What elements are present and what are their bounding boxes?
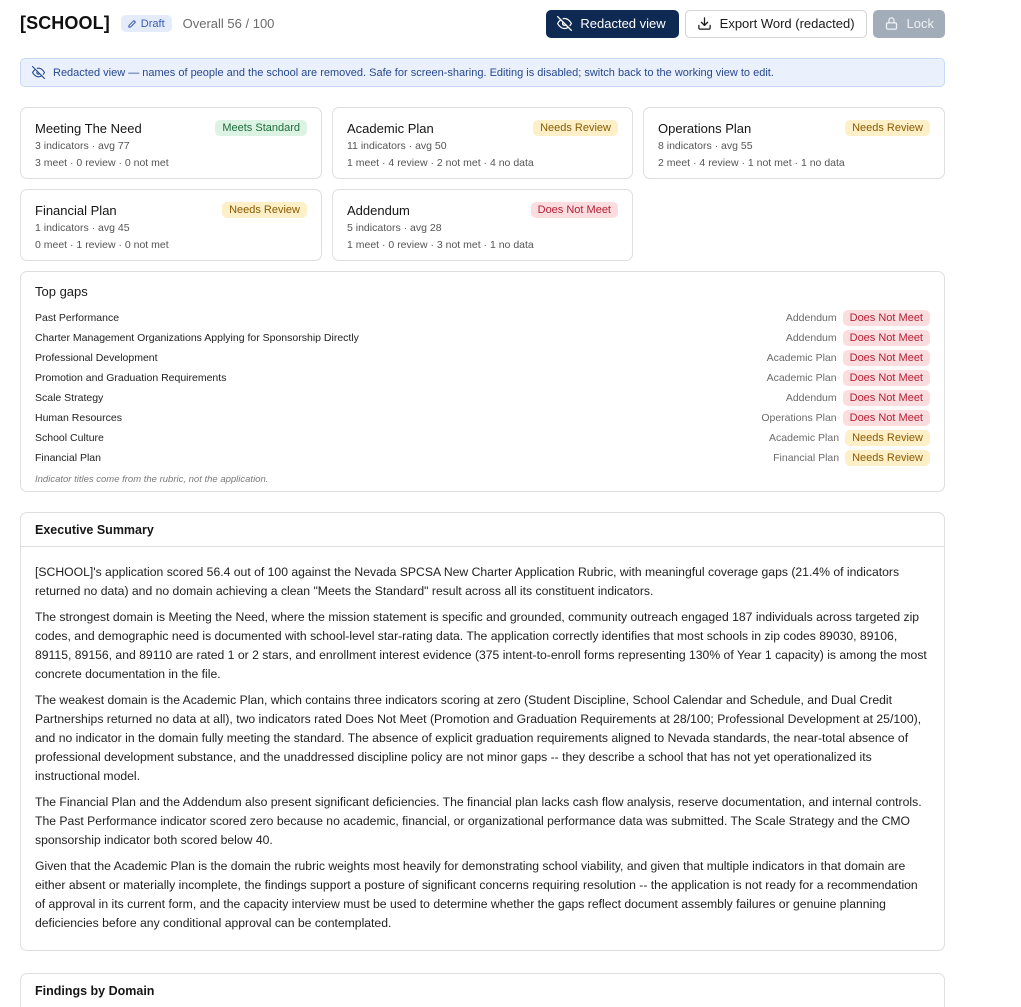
domain-breakdown: 3 meet · 0 review · 0 not met xyxy=(35,157,169,169)
gap-row[interactable] xyxy=(35,388,930,408)
domain-card[interactable] xyxy=(332,107,633,179)
top-gaps-panel xyxy=(20,271,945,492)
executive-summary-body xyxy=(21,547,944,952)
gap-row[interactable] xyxy=(35,328,930,348)
status-badge: Does Not Meet xyxy=(843,410,930,426)
domain-breakdown: 1 meet · 0 review · 3 not met · 1 no data xyxy=(347,239,534,251)
findings-panel xyxy=(20,973,945,1007)
domain-breakdown: 1 meet · 4 review · 2 not met · 4 no data xyxy=(347,157,534,169)
executive-summary-title: Executive Summary xyxy=(21,513,944,547)
gap-name: Financial Plan xyxy=(35,452,101,464)
summary-paragraph: The strongest domain is Meeting the Need, where the mission statement is specific and grounded, community outreach engaged 187 individuals across targeted zip codes, and demographic need is documented with school-level star-rating data. The application correctly identifies that most schools in zip codes 89030, 89106, 89115, 89156, and 89110 are rated 1 or 2 stars, and enrollment interest evidence (375 intent-to-enroll forms representing 130% of Year 1 capacity) is among the most concrete documentation in the file. xyxy=(35,610,927,681)
gap-row[interactable] xyxy=(35,448,930,468)
status-badge: Does Not Meet xyxy=(843,350,930,366)
gap-name: Promotion and Graduation Requirements xyxy=(35,372,227,384)
header-actions xyxy=(546,10,945,38)
gap-row[interactable] xyxy=(35,408,930,428)
eye-off-icon xyxy=(32,66,45,79)
domain-title: Academic Plan xyxy=(347,120,434,136)
top-gaps-list xyxy=(35,308,930,468)
gap-row[interactable] xyxy=(35,308,930,328)
summary-paragraph: [SCHOOL]'s application scored 56.4 out of 100 against the Nevada SPCSA New Charter Application Rubric, with meaningful coverage gaps (21.4% of indicators returned no data) and no domain achieving a clean "Meets the Standard" result across all its constituent indicators. xyxy=(35,565,900,598)
gap-name: Past Performance xyxy=(35,312,120,324)
lock-label: Lock xyxy=(906,16,934,31)
status-badge: Needs Review xyxy=(845,450,930,466)
domain-title: Operations Plan xyxy=(658,120,752,136)
gap-row[interactable] xyxy=(35,428,930,448)
summary-paragraph: Given that the Academic Plan is the domain the rubric weights most heavily for demonstrating school viability, and given that multiple indicators in that domain are either absent or materially incomplete, the findings support a posture of significant concerns requiring resolution -- the application is not ready for a recommendation of approval in its current form, and the capacity interview must be used to determine whether the gaps reflect document assembly failures or genuine planning deficiencies before any conditional approval can be contemplated. xyxy=(35,859,918,930)
gap-domain: Operations Plan xyxy=(761,412,837,424)
draft-label: Draft xyxy=(140,17,165,30)
domain-title: Meeting The Need xyxy=(35,120,142,136)
gap-domain: Addendum xyxy=(785,312,837,324)
redacted-view-button[interactable] xyxy=(546,10,678,38)
redacted-view-label: Redacted view xyxy=(580,16,666,31)
summary-paragraph: The Financial Plan and the Addendum also present significant deficiencies. The financial plan lacks cash flow analysis, reserve documentation, and internal controls. The Past Performance indicator scored zero because no academic, financial, or organizational performance data was submitted. The Scale Strategy and the CMO sponsorship indicator both scored below 40. xyxy=(35,795,922,847)
domain-stats: 8 indicators · avg 55 xyxy=(658,140,753,152)
gap-domain: Academic Plan xyxy=(766,352,837,364)
domain-stats: 1 indicators · avg 45 xyxy=(35,222,130,234)
gap-domain: Academic Plan xyxy=(769,432,840,444)
status-badge: Needs Review xyxy=(845,120,930,136)
gap-name: Human Resources xyxy=(35,412,122,424)
domain-card[interactable] xyxy=(332,189,633,261)
lock-button[interactable] xyxy=(873,10,945,38)
domain-card[interactable] xyxy=(643,107,945,179)
status-badge: Needs Review xyxy=(222,202,307,218)
draft-badge xyxy=(121,15,172,32)
domain-stats: 5 indicators · avg 28 xyxy=(347,222,442,234)
banner-text: Redacted view — names of people and the school are removed. Safe for screen-sharing. Editing is disabled; switch back to the working view to edit. xyxy=(53,66,774,79)
gap-domain: Addendum xyxy=(785,392,837,404)
page-header xyxy=(20,9,945,38)
executive-summary-panel xyxy=(20,512,945,951)
download-icon xyxy=(697,16,712,31)
domain-stats: 3 indicators · avg 77 xyxy=(35,140,130,152)
gap-domain: Financial Plan xyxy=(773,452,840,464)
gap-name: Scale Strategy xyxy=(35,392,104,404)
summary-paragraph: The weakest domain is the Academic Plan, which contains three indicators scoring at zero (Student Discipline, School Calendar and Schedule, and Dual Credit Partnerships returned no data at all), two indicators rated Does Not Meet (Promotion and Graduation Requirements at 28/100; Professional Development at 25/100), and no indicator in the domain fully meeting the standard. The absence of explicit graduation requirements aligned to Nevada standards, the near-total absence of professional development substance, and the unaddressed discipline policy are not minor gaps -- they describe a school that has not yet operationalized its instructional model. xyxy=(35,693,922,783)
status-badge: Needs Review xyxy=(533,120,618,136)
domain-breakdown: 0 meet · 1 review · 0 not met xyxy=(35,239,169,251)
gap-domain: Addendum xyxy=(785,332,837,344)
redacted-banner xyxy=(20,58,945,87)
gap-row[interactable] xyxy=(35,368,930,388)
export-word-button[interactable] xyxy=(685,10,867,38)
gap-domain: Academic Plan xyxy=(766,372,837,384)
domain-title: Financial Plan xyxy=(35,202,117,218)
status-badge: Does Not Meet xyxy=(843,390,930,406)
top-gaps-note: Indicator titles come from the rubric, not the application. xyxy=(35,474,269,485)
gap-name: Professional Development xyxy=(35,352,158,364)
status-badge: Needs Review xyxy=(845,430,930,446)
domain-breakdown: 2 meet · 4 review · 1 not met · 1 no data xyxy=(658,157,845,169)
top-gaps-title: Top gaps xyxy=(35,284,88,299)
export-word-label: Export Word (redacted) xyxy=(719,16,855,31)
gap-row[interactable] xyxy=(35,348,930,368)
findings-title: Findings by Domain xyxy=(21,974,944,1007)
status-badge: Does Not Meet xyxy=(843,370,930,386)
lock-icon xyxy=(884,16,899,31)
gap-name: School Culture xyxy=(35,432,104,444)
domain-title: Addendum xyxy=(347,202,410,218)
status-badge: Meets Standard xyxy=(215,120,307,136)
status-badge: Does Not Meet xyxy=(843,310,930,326)
status-badge: Does Not Meet xyxy=(843,330,930,346)
domain-stats: 11 indicators · avg 50 xyxy=(347,140,447,152)
domain-card[interactable] xyxy=(20,107,322,179)
eye-off-icon xyxy=(557,16,572,31)
pencil-icon xyxy=(127,19,137,29)
gap-name: Charter Management Organizations Applying for Sponsorship Directly xyxy=(35,332,359,344)
overall-score: Overall 56 / 100 xyxy=(182,16,275,31)
domain-card[interactable] xyxy=(20,189,322,261)
status-badge: Does Not Meet xyxy=(531,202,618,218)
page-title: [SCHOOL] xyxy=(20,13,110,33)
